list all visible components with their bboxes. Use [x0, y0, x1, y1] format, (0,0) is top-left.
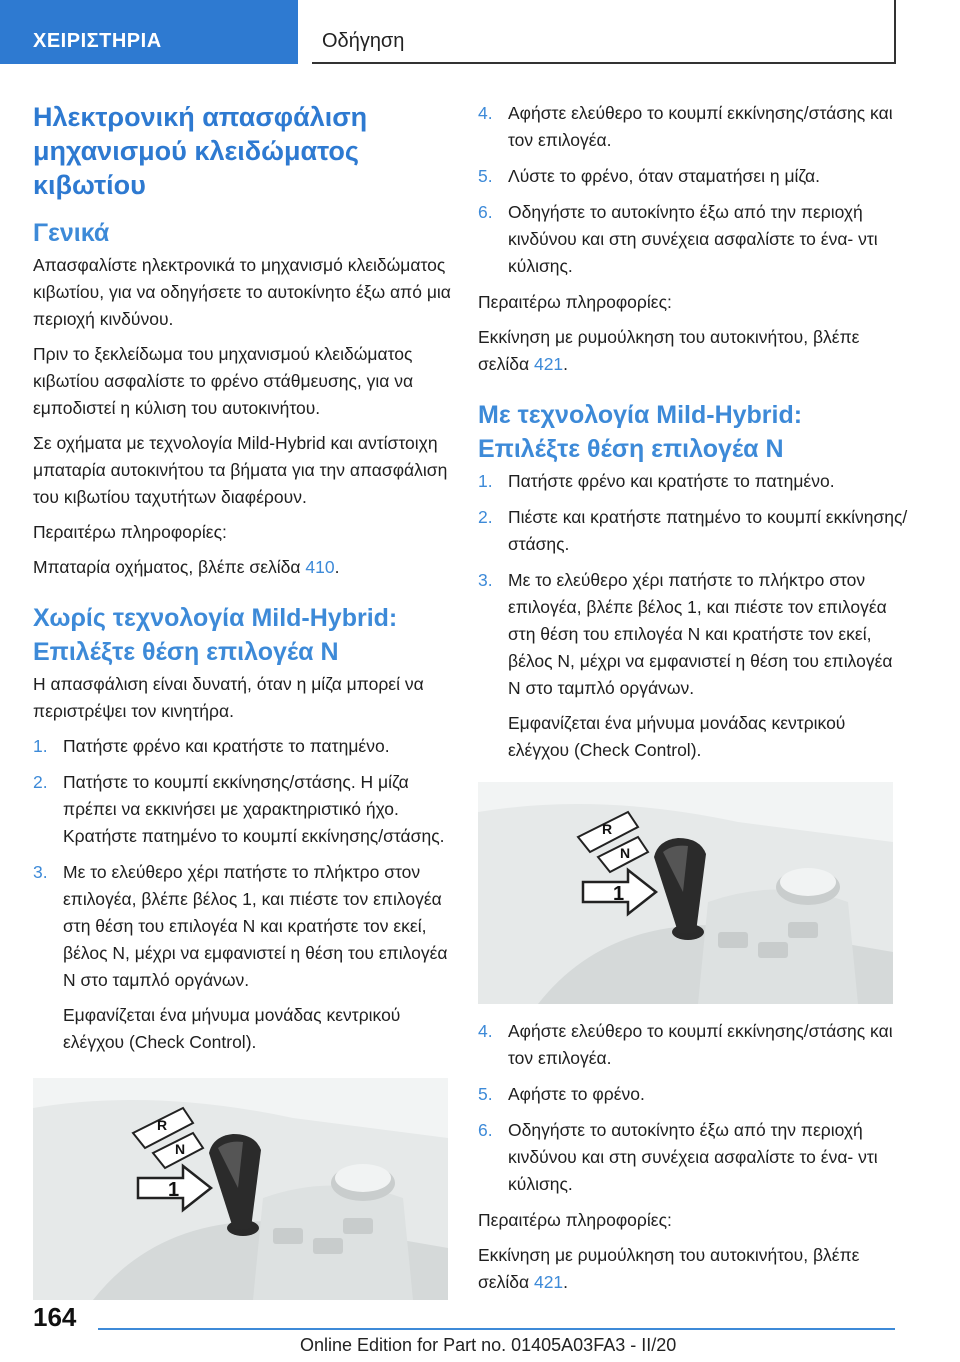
reference-text: Εκκίνηση με ρυμούλκηση του αυτοκινήτου, βλέπε σελίδα [478, 327, 860, 374]
figure-label-r: R [157, 1117, 168, 1133]
section-title: Οδήγηση [312, 0, 896, 64]
step-text: Πιέστε και κρατήστε πατημένο το κουμπί εκκίνησης/στάσης. [508, 507, 908, 554]
list-item [478, 567, 908, 764]
page-link-421[interactable]: 421 [533, 1272, 564, 1292]
step-number: 4. [478, 1021, 493, 1041]
list-item [478, 163, 908, 190]
step-text: Πατήστε φρένο και κρατήστε το πατημένο. [63, 736, 390, 756]
step-note: Εμφανίζεται ένα μήνυμα μονάδας κεντρικού ελέγχου (Check Control). [508, 713, 846, 760]
chapter-tab: ΧΕΙΡΙΣΤΗΡΙΑ [0, 0, 298, 64]
step-number: 5. [478, 166, 493, 186]
list-item [478, 1018, 908, 1072]
list-item [33, 859, 453, 1056]
paragraph: Πριν το ξεκλείδωμα του μηχανισμού κλειδώματος κιβωτίου ασφαλίστε το φρένο στάθμευσης, για να εμποδιστεί η κύλιση του αυτοκινήτου. [33, 344, 414, 418]
step-number: 1. [478, 471, 493, 491]
step-number: 5. [478, 1084, 493, 1104]
step-text: Οδηγήστε το αυτοκίνητο έξω από την περιοχή κινδύνου και στη συνέχεια ασφαλίστε το ένα- ντι κύλισης. [508, 202, 878, 276]
reference-text: Εκκίνηση με ρυμούλκηση του αυτοκινήτου, βλέπε σελίδα [478, 1245, 860, 1292]
step-number: 3. [478, 570, 493, 590]
step-text: Πατήστε φρένο και κρατήστε το πατημένο. [508, 471, 835, 491]
step-number: 1. [33, 736, 48, 756]
reference-end: . [563, 1272, 569, 1292]
paragraph: Σε οχήματα με τεχνολογία Mild-Hybrid και αντίστοιχη μπαταρία αυτοκινήτου τα βήματα για την απασφάλιση του κιβωτίου ταχυτήτων διαφέρουν. [33, 433, 448, 507]
edition-footer: Online Edition for Part no. 01405A03FA3 - II/20 [300, 1335, 677, 1355]
more-info-label: Περαιτέρω πληροφορίες: [478, 1210, 672, 1230]
page-title: Ηλεκτρονική απασφάλιση μηχανισμού κλειδώματος κιβωτίου [33, 102, 368, 200]
cross-reference [478, 1242, 908, 1296]
reference-end: . [334, 557, 340, 577]
gear-selector-illustration [33, 1078, 448, 1300]
step-number: 4. [478, 103, 493, 123]
section-heading-mild-hybrid: Με τεχνολογία Mild-Hybrid: Επιλέξτε θέση επιλογέα N [478, 401, 803, 463]
page-header [0, 0, 960, 66]
page-link-421[interactable]: 421 [533, 354, 564, 374]
steps-list [478, 100, 908, 280]
footer-divider [98, 1328, 895, 1330]
more-info-label: Περαιτέρω πληροφορίες: [33, 522, 227, 542]
right-column [478, 100, 908, 1304]
page-number: 164 [33, 1302, 77, 1332]
step-text: Οδηγήστε το αυτοκίνητο έξω από την περιοχή κινδύνου και στη συνέχεια ασφαλίστε το ένα- ντι κύλισης. [508, 1120, 878, 1194]
list-item [478, 468, 908, 495]
steps-list [33, 733, 453, 1056]
figure-label-r: R [602, 821, 613, 837]
step-text: Λύστε το φρένο, όταν σταματήσει η μίζα. [508, 166, 820, 186]
left-column [33, 100, 453, 1314]
cross-reference [478, 324, 908, 378]
list-item [478, 1081, 908, 1108]
step-text: Αφήστε ελεύθερο το κουμπί εκκίνησης/στάσης και τον επιλογέα. [508, 103, 893, 150]
step-text: Με το ελεύθερο χέρι πατήστε το πλήκτρο στον επιλογέα, βλέπε βέλος 1, και πιέστε τον επιλογέα στη θέση του επιλογέα N και κρατήστε τον εκεί, βέλος N, μέχρι να εμφανιστεί η θέση του επιλογέα N στο ταμπλό οργάνων. [63, 862, 448, 990]
reference-end: . [563, 354, 569, 374]
list-item [33, 733, 453, 760]
steps-list [478, 1018, 908, 1198]
list-item [478, 1117, 908, 1198]
list-item [478, 504, 908, 558]
step-text: Αφήστε το φρένο. [508, 1084, 645, 1104]
step-number: 2. [478, 507, 493, 527]
step-text: Με το ελεύθερο χέρι πατήστε το πλήκτρο στον επιλογέα, βλέπε βέλος 1, και πιέστε τον επιλογέα στη θέση του επιλογέα N και κρατήστε τον εκεί, βέλος N, μέχρι να εμφανιστεί η θέση του επιλογέα N στο ταμπλό οργάνων. [508, 570, 893, 698]
general-heading: Γενικά [33, 219, 110, 247]
list-item [33, 769, 453, 850]
gear-selector-illustration [478, 782, 893, 1004]
paragraph: Η απασφάλιση είναι δυνατή, όταν η μίζα μπορεί να περιστρέψει τον κινητήρα. [33, 674, 424, 721]
figure-label-1: 1 [613, 883, 625, 905]
page-link-410[interactable]: 410 [305, 557, 335, 577]
cross-reference [33, 554, 453, 581]
list-item [478, 199, 908, 280]
step-text: Πατήστε το κουμπί εκκίνησης/στάσης. Η μίζα πρέπει να εκκινήσει με χαρακτηριστικό ήχο. Κρατήστε πατημένο το κουμπί εκκίνησης/στάσης. [63, 772, 445, 846]
reference-text: Μπαταρία οχήματος, βλέπε σελίδα [33, 557, 306, 577]
step-number: 6. [478, 1120, 493, 1140]
step-number: 6. [478, 202, 493, 222]
step-number: 2. [33, 772, 48, 792]
steps-list [478, 468, 908, 764]
section-heading-no-hybrid: Χωρίς τεχνολογία Mild-Hybrid: Επιλέξτε θέση επιλογέα N [33, 604, 398, 666]
step-number: 3. [33, 862, 48, 882]
step-note: Εμφανίζεται ένα μήνυμα μονάδας κεντρικού ελέγχου (Check Control). [63, 1005, 401, 1052]
paragraph: Απασφαλίστε ηλεκτρονικά το μηχανισμό κλειδώματος κιβωτίου, για να οδηγήσετε το αυτοκίνητο έξω από μια περιοχή κινδύνου. [33, 255, 451, 329]
figure-label-n: N [175, 1141, 186, 1157]
list-item [478, 100, 908, 154]
figure-label-1: 1 [168, 1179, 180, 1201]
step-text: Αφήστε ελεύθερο το κουμπί εκκίνησης/στάσης και τον επιλογέα. [508, 1021, 893, 1068]
figure-label-n: N [620, 845, 631, 861]
more-info-label: Περαιτέρω πληροφορίες: [478, 292, 672, 312]
